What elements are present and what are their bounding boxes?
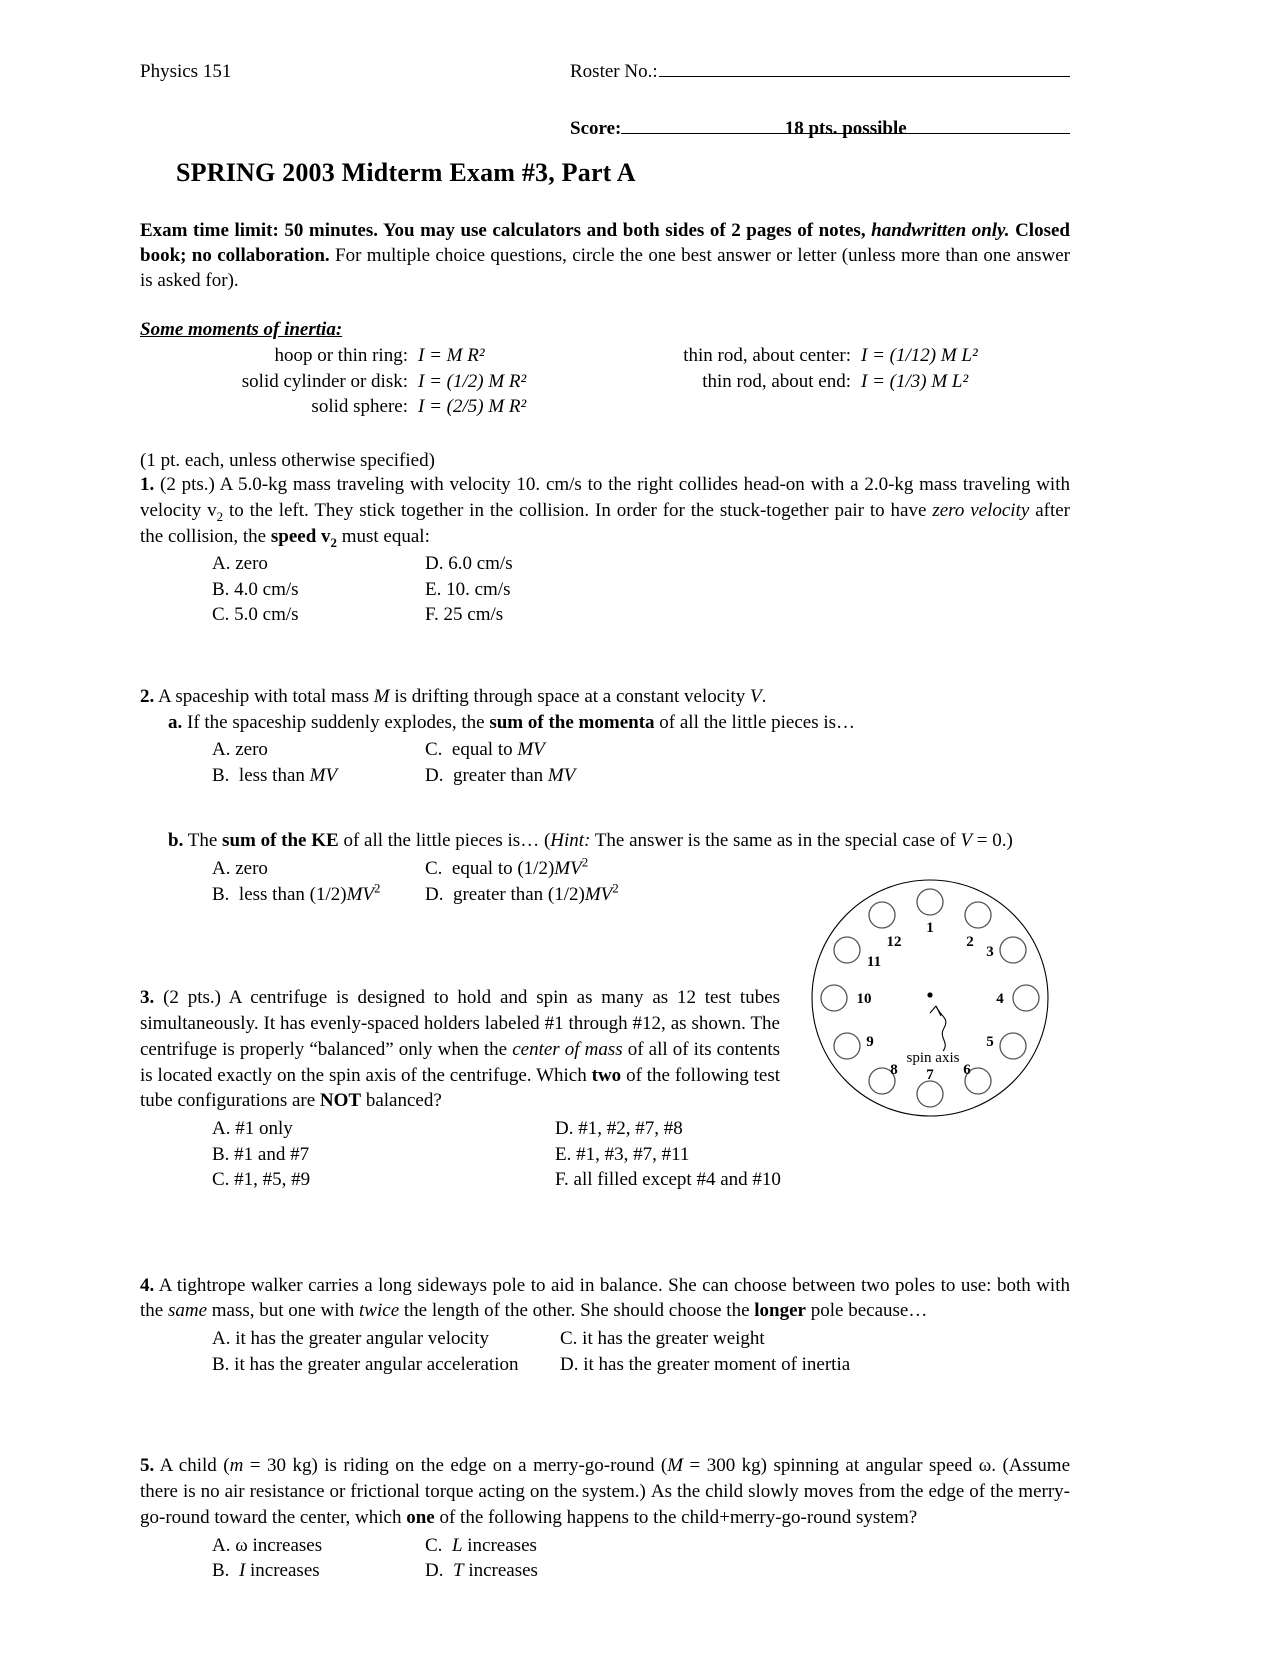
holder-label-11: 11 bbox=[866, 954, 882, 970]
question-1-text-4: must equal: bbox=[336, 525, 430, 547]
holder-label-2: 2 bbox=[966, 934, 974, 950]
option-3-d[interactable]: D. #1, #2, #7, #8 bbox=[555, 1118, 683, 1140]
question-4-text-4: pole because… bbox=[806, 1300, 928, 1322]
question-4-bold-longer: longer bbox=[754, 1300, 806, 1322]
moments-name-left: solid cylinder or disk: bbox=[241, 370, 408, 392]
question-4-italic-same: same bbox=[167, 1300, 208, 1322]
holder-label-5: 5 bbox=[986, 1034, 994, 1050]
moments-name-left: hoop or thin ring: bbox=[274, 344, 408, 366]
option-row bbox=[140, 737, 1070, 762]
question-1-text-1: A 5.0-kg mass traveling with velocity 10. cm/s to the right collides head-on with a 2.0-kg mass traveling with velocity v bbox=[140, 473, 1070, 521]
holder-circle-10[interactable] bbox=[821, 985, 847, 1011]
question-3-text-3: of the following test tube configurations are bbox=[140, 1064, 781, 1112]
question-4-options bbox=[140, 1326, 1070, 1377]
question-3 bbox=[140, 985, 780, 1114]
centrifuge-svg bbox=[800, 866, 1060, 1136]
holder-label-3: 3 bbox=[986, 944, 994, 960]
question-2-number: 2. bbox=[140, 685, 155, 707]
holder-label-7: 7 bbox=[926, 1067, 934, 1083]
question-3-italic: center of mass bbox=[512, 1038, 623, 1060]
question-2a-options bbox=[140, 737, 1070, 788]
option-2a-b[interactable]: B. less than MV bbox=[212, 764, 338, 786]
question-2-symbol-V: V bbox=[750, 685, 762, 707]
option-2b-c[interactable]: C. equal to $(1/2)MV^2$ bbox=[425, 854, 589, 880]
option-1-c[interactable]: C. 5.0 cm/s bbox=[212, 604, 299, 626]
question-2b-text-4: = 0.) bbox=[972, 830, 1013, 852]
moments-row bbox=[140, 343, 1070, 369]
moments-name-right: thin rod, about center: bbox=[683, 344, 851, 366]
option-5-c[interactable]: C. L increases bbox=[425, 1534, 537, 1556]
option-5-d[interactable]: D. T increases bbox=[425, 1560, 538, 1582]
roster-blank-line[interactable] bbox=[659, 62, 1070, 77]
question-3-bold-two: two bbox=[591, 1064, 622, 1086]
question-5-symbol-m: m bbox=[229, 1455, 244, 1477]
spacer bbox=[140, 1377, 1070, 1433]
question-5-text-3: = 300 kg) spinning at angular speed ω. (Assume there is no air resistance or frictional torque acting on the system.) As the child slowly moves from the edge of the merry-go-round toward the center, which bbox=[140, 1455, 1071, 1528]
question-2 bbox=[140, 684, 1070, 710]
option-2a-d[interactable]: D. greater than MV bbox=[425, 764, 576, 786]
option-4-c[interactable]: C. it has the greater weight bbox=[560, 1328, 765, 1350]
option-2a-c[interactable]: C. equal to MV bbox=[425, 739, 545, 761]
option-2b-d[interactable]: D. greater than $(1/2)MV^2$ bbox=[425, 880, 619, 905]
instructions-paragraph bbox=[140, 218, 1070, 293]
option-row bbox=[140, 1167, 1070, 1192]
holder-circle-2[interactable] bbox=[965, 902, 991, 928]
option-row bbox=[140, 1326, 1070, 1351]
points-note: (1 pt. each, unless otherwise specified) bbox=[140, 449, 435, 471]
question-2b-hint-label: Hint: bbox=[550, 830, 591, 852]
spacer bbox=[140, 1193, 1070, 1249]
question-4 bbox=[140, 1273, 1070, 1325]
holder-label-1: 1 bbox=[926, 920, 934, 936]
question-2a-text-2: of all the little pieces is… bbox=[654, 711, 856, 733]
question-3-text-1: A centrifuge is designed to hold and spin as many as 12 test tubes simultaneously. It has evenly-spaced holders labeled #1 through #12, as shown. The centrifuge is properly “balanced” only when the bbox=[140, 987, 781, 1060]
option-1-b[interactable]: B. 4.0 cm/s bbox=[212, 578, 299, 600]
option-4-d[interactable]: D. it has the greater moment of inertia bbox=[560, 1353, 851, 1375]
option-row bbox=[140, 1558, 1070, 1583]
option-row bbox=[140, 577, 1070, 602]
centrifuge-diagram bbox=[800, 866, 1060, 1136]
question-5-bold-one: one bbox=[406, 1506, 435, 1528]
subscript-2: 2 bbox=[216, 508, 224, 524]
question-2b-label: b. bbox=[168, 830, 184, 852]
question-5 bbox=[140, 1453, 1070, 1530]
question-3-number: 3. bbox=[140, 987, 155, 1009]
question-5-text-1: A child ( bbox=[159, 1455, 230, 1477]
option-4-a[interactable]: A. it has the greater angular velocity bbox=[212, 1328, 489, 1350]
holder-label-10: 10 bbox=[856, 991, 872, 1007]
question-5-number: 5. bbox=[140, 1455, 155, 1477]
moments-name-left: solid sphere: bbox=[311, 396, 408, 418]
instructions-bold-1: Exam time limit: 50 minutes. You may use calculators and both sides of 2 pages of notes, bbox=[140, 219, 866, 241]
score-field bbox=[140, 118, 1070, 140]
moments-heading: Some moments of inertia: bbox=[140, 318, 343, 340]
question-4-italic-twice: twice bbox=[359, 1300, 400, 1322]
moments-row bbox=[140, 394, 1070, 420]
option-3-f[interactable]: F. all filled except #4 and #10 bbox=[555, 1169, 781, 1191]
question-2a bbox=[140, 710, 1070, 736]
course-name: Physics 151 bbox=[140, 61, 232, 82]
question-1-points: (2 pts.) bbox=[160, 473, 215, 495]
instructions-italic-1: handwritten only. bbox=[871, 219, 1010, 241]
spacer bbox=[140, 628, 1070, 684]
option-3-b[interactable]: B. #1 and #7 bbox=[212, 1143, 310, 1165]
spin-axis-leader-line bbox=[936, 1006, 946, 1051]
option-row bbox=[140, 1533, 1070, 1558]
option-row bbox=[140, 602, 1070, 627]
roster-label: Roster No.: bbox=[570, 61, 658, 82]
moments-row bbox=[140, 369, 1070, 395]
score-label: Score: bbox=[570, 117, 622, 139]
moments-name-right: thin rod, about end: bbox=[702, 370, 851, 392]
exam-sheet bbox=[140, 60, 1070, 1584]
question-3-text-2: of all of its contents is located exactly on the spin axis of the centrifuge. Which bbox=[140, 1038, 780, 1086]
question-2a-text-1: If the spaceship suddenly explodes, the bbox=[187, 711, 490, 733]
question-2a-bold: sum of the momenta bbox=[489, 711, 655, 733]
holder-circle-4[interactable] bbox=[1013, 985, 1039, 1011]
option-3-e[interactable]: E. #1, #3, #7, #11 bbox=[555, 1143, 690, 1165]
moments-formula-right: I = (1/3) M L² bbox=[861, 370, 969, 392]
question-2b bbox=[140, 828, 1070, 854]
spacer bbox=[140, 1249, 1070, 1273]
question-5-options bbox=[140, 1533, 1070, 1584]
spacer bbox=[140, 788, 1070, 828]
holder-label-4: 4 bbox=[996, 991, 1004, 1007]
moments-formula-left: I = (2/5) M R² bbox=[418, 396, 527, 418]
question-1 bbox=[140, 472, 1070, 549]
option-5-b[interactable]: B. I increases bbox=[212, 1560, 320, 1582]
question-4-text-2: mass, but one with bbox=[207, 1300, 360, 1322]
holder-circle-11[interactable] bbox=[834, 937, 860, 963]
spin-axis-dot bbox=[927, 992, 932, 997]
option-1-a[interactable]: A. zero bbox=[212, 553, 268, 575]
option-3-c[interactable]: C. #1, #5, #9 bbox=[212, 1169, 311, 1191]
spin-axis-label: spin axis bbox=[906, 1050, 960, 1066]
question-1-text-3: after the collision, the bbox=[140, 499, 1070, 547]
page-title: SPRING 2003 Midterm Exam #3, Part A bbox=[176, 157, 636, 187]
question-1-options bbox=[140, 551, 1070, 627]
question-2b-symbol-V: V bbox=[960, 830, 973, 852]
instructions-rest: For multiple choice questions, circle the one best answer or letter (unless more than one answer is asked for). bbox=[140, 244, 1071, 291]
moments-formula-left: I = M R² bbox=[418, 344, 485, 366]
option-3-a[interactable]: A. #1 only bbox=[212, 1118, 293, 1140]
question-2-stem-b: is drifting through space at a constant velocity bbox=[389, 685, 751, 707]
option-1-e[interactable]: E. 10. cm/s bbox=[425, 578, 511, 600]
question-2-stem-c: . bbox=[761, 685, 767, 707]
moments-table bbox=[140, 343, 1070, 420]
question-5-text-2: = 30 kg) is riding on the edge on a merry-go-round ( bbox=[243, 1455, 668, 1477]
option-2b-b[interactable]: B. less than $(1/2)MV^2$ bbox=[212, 880, 381, 905]
holder-circle-7[interactable] bbox=[917, 1081, 943, 1107]
question-3-text-4: balanced? bbox=[361, 1090, 442, 1112]
option-2a-a[interactable]: A. zero bbox=[212, 739, 268, 761]
roster-field bbox=[570, 60, 1070, 84]
moments-formula-left: I = (1/2) M R² bbox=[418, 370, 527, 392]
question-2a-label: a. bbox=[168, 711, 183, 733]
instructions-bold-2: Closed book; no collaboration. bbox=[140, 219, 1070, 266]
holder-circle-3[interactable] bbox=[1000, 937, 1026, 963]
question-2-stem-a: A spaceship with total mass bbox=[157, 685, 374, 707]
subscript-2: 2 bbox=[330, 534, 337, 550]
score-value[interactable]: 18 pts. possible bbox=[621, 118, 1070, 134]
holder-label-6: 6 bbox=[963, 1062, 971, 1078]
question-2b-text-3: The answer is the same as in the special case of bbox=[590, 830, 961, 852]
question-1-italic-zero-velocity: zero velocity bbox=[932, 499, 1030, 521]
question-4-text-1: A tightrope walker carries a long sideways pole to aid in balance. She can choose between two poles to use: both with the bbox=[140, 1274, 1070, 1322]
question-1-number: 1. bbox=[140, 473, 155, 495]
header-row bbox=[140, 60, 1070, 84]
option-1-d[interactable]: D. 6.0 cm/s bbox=[425, 553, 513, 575]
question-5-symbol-M: M bbox=[667, 1455, 684, 1477]
holder-label-9: 9 bbox=[866, 1034, 874, 1050]
holder-circle-5[interactable] bbox=[1000, 1033, 1026, 1059]
question-2-symbol-M: M bbox=[373, 685, 390, 707]
holder-circle-12[interactable] bbox=[869, 902, 895, 928]
question-1-bold-speed: speed v bbox=[270, 525, 331, 547]
option-row bbox=[140, 1352, 1070, 1377]
question-4-number: 4. bbox=[140, 1274, 155, 1296]
question-2b-text-1: The bbox=[187, 830, 223, 852]
question-4-text-3: the length of the other. She should choose the bbox=[399, 1300, 755, 1322]
question-3-points: (2 pts.) bbox=[163, 987, 221, 1009]
option-5-a[interactable]: A. ω increases bbox=[212, 1534, 323, 1556]
holder-circle-9[interactable] bbox=[834, 1033, 860, 1059]
option-row bbox=[140, 551, 1070, 576]
option-2b-a[interactable]: A. zero bbox=[212, 858, 268, 880]
holder-label-8: 8 bbox=[890, 1062, 898, 1078]
question-2b-text-2: of all the little pieces is… ( bbox=[338, 830, 551, 852]
moments-formula-right: I = (1/12) M L² bbox=[861, 344, 978, 366]
question-1-text-2: to the left. They stick together in the collision. In order for the stuck-together pair to have bbox=[223, 499, 933, 521]
question-2b-bold: sum of the KE bbox=[222, 830, 339, 852]
option-4-b[interactable]: B. it has the greater angular acceleration bbox=[212, 1353, 519, 1375]
option-row bbox=[140, 1142, 1070, 1167]
question-5-text-4: of the following happens to the child+merry-go-round system? bbox=[434, 1506, 918, 1528]
holder-label-12: 12 bbox=[886, 934, 902, 950]
question-3-bold-not: NOT bbox=[319, 1090, 362, 1112]
holder-circle-1[interactable] bbox=[917, 889, 943, 915]
spacer bbox=[140, 1433, 1070, 1453]
option-row bbox=[140, 763, 1070, 788]
option-1-f[interactable]: F. 25 cm/s bbox=[425, 604, 504, 626]
